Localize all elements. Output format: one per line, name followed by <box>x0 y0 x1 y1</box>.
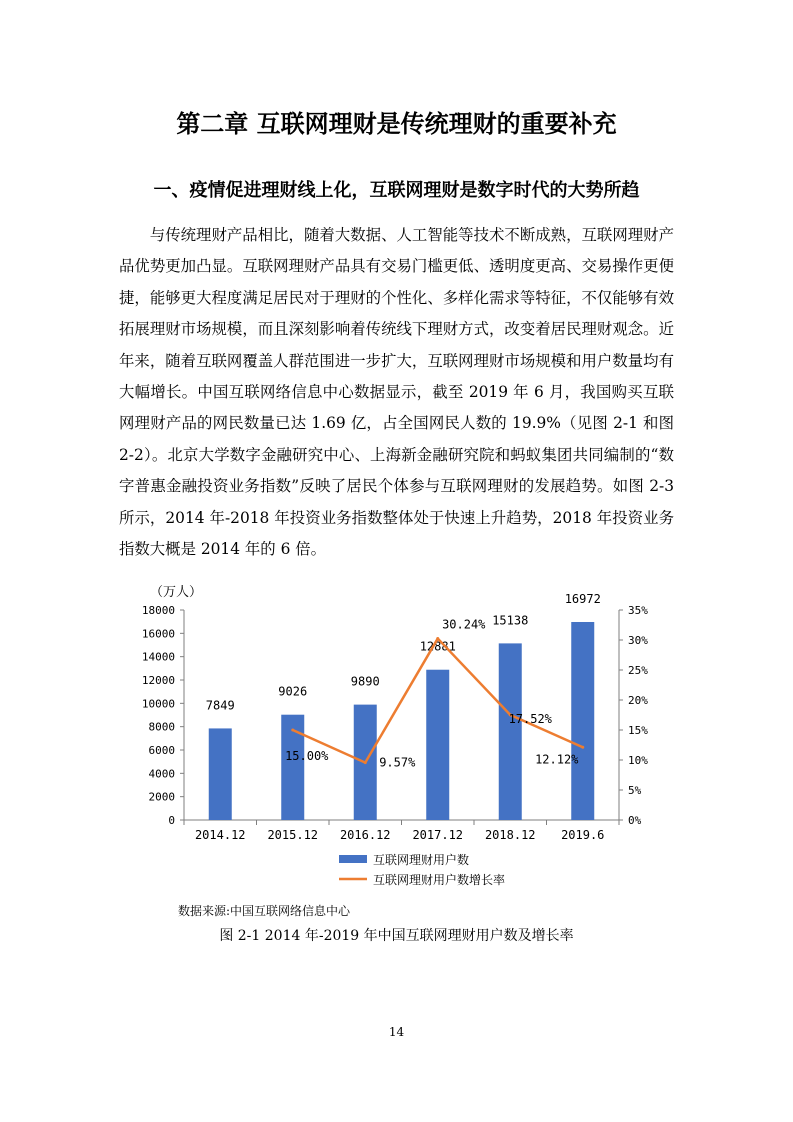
bar <box>499 643 522 820</box>
left-axis-tick-label: 4000 <box>148 767 175 781</box>
body-paragraph: 与传统理财产品相比，随着大数据、人工智能等技术不断成熟，互联网理财产品优势更加凸显。互联网理财产品具有交易门槛更低、透明度更高、交易操作更便捷，能够更大程度满足居民对于理财的个性化、多样化需求等特征，不仅能够有效拓展理财市场规模，而且深刻影响着传统线下理财方式，改变着居民理财观念。近年来，随着互联网覆盖人群范围进一步扩大，互联网理财市场规模和用户数量均有大幅增长。中国互联网络信息中心数据显示，截至 2019 年 6 月，我国购买互联网理财产品的网民数量已达 1.69 亿，占全国网民人数的 19.9%（见图 2-1 和图 2-2）。北京大学数字金融研究中心、上海新金融研究院和蚂蚁集团共同编制的“数字普惠金融投资业务指数”反映了居民个体参与互联网理财的发展趋势。如图 2-3 所示，2014 年-2018 年投资业务指数整体处于快速上升趋势，2018 年投资业务指数大概是 2014 年的 6 倍。 <box>119 226 674 559</box>
bar-value-label: 12881 <box>419 639 456 654</box>
right-axis-tick-label: 0% <box>628 814 642 827</box>
x-axis-tick-label: 2017.12 <box>412 828 464 842</box>
bar <box>426 670 449 820</box>
bar-value-label: 9026 <box>278 684 308 699</box>
bar-value-label: 15138 <box>492 613 529 628</box>
left-axis-tick-label: 0 <box>168 814 175 827</box>
growth-rate-label: 30.24% <box>442 617 486 632</box>
growth-rate-point <box>291 729 294 732</box>
growth-rate-label: 15.00% <box>285 749 329 763</box>
x-axis-tick-label: 2019.6 <box>561 828 605 842</box>
legend-bar-swatch <box>339 855 367 863</box>
legend-bar-label: 互联网理财用户数 <box>373 853 470 867</box>
left-axis-tick-label: 18000 <box>141 604 175 617</box>
right-axis-tick-label: 30% <box>628 634 648 647</box>
figure-caption: 图 2-1 2014 年-2019 年中国互联网理财用户数及增长率 <box>219 928 574 944</box>
bar-value-label: 16972 <box>564 591 601 606</box>
left-axis-tick-label: 14000 <box>141 650 175 664</box>
right-axis-tick-label: 15% <box>628 724 648 737</box>
right-axis-tick-label: 35% <box>628 604 648 617</box>
chart-unit-label: （万人） <box>150 585 203 600</box>
chart-svg <box>0 570 793 900</box>
left-axis-tick-label: 16000 <box>141 627 175 641</box>
left-axis-tick-label: 6000 <box>148 744 175 757</box>
x-axis-tick-label: 2015.12 <box>267 828 319 842</box>
bar <box>571 622 594 820</box>
left-axis-tick-label: 10000 <box>141 697 175 711</box>
figure-2-1-chart <box>0 570 793 900</box>
right-axis-tick-label: 20% <box>628 694 648 707</box>
growth-rate-label: 12.12% <box>535 752 579 767</box>
bar <box>209 728 232 820</box>
growth-rate-point <box>436 637 439 640</box>
bar-value-label: 7849 <box>205 698 235 713</box>
right-axis-tick-label: 5% <box>628 784 642 797</box>
growth-rate-label: 17.52% <box>508 711 552 726</box>
source-note: 数据来源:中国互联网络信息中心 <box>178 904 351 918</box>
left-axis-tick-label: 12000 <box>141 674 175 687</box>
right-axis-tick-label: 25% <box>628 664 648 677</box>
x-axis-tick-label: 2018.12 <box>484 828 536 842</box>
page-number: 14 <box>388 1025 405 1039</box>
section-title: 一、疫情促进理财线上化，互联网理财是数字时代的大势所趋 <box>153 180 640 201</box>
x-axis-tick-label: 2014.12 <box>194 828 246 842</box>
legend-line-label: 互联网理财用户数增长率 <box>373 873 506 887</box>
right-axis-tick-label: 10% <box>628 754 648 767</box>
growth-rate-label: 9.57% <box>379 755 416 770</box>
growth-rate-point <box>364 761 367 764</box>
chapter-title: 第二章 互联网理财是传统理财的重要补充 <box>176 110 617 138</box>
left-axis-tick-label: 2000 <box>148 790 175 804</box>
bar-value-label: 9890 <box>350 674 380 689</box>
left-axis-tick-label: 8000 <box>148 720 175 734</box>
growth-rate-point <box>581 746 584 749</box>
x-axis-tick-label: 2016.12 <box>339 828 391 842</box>
